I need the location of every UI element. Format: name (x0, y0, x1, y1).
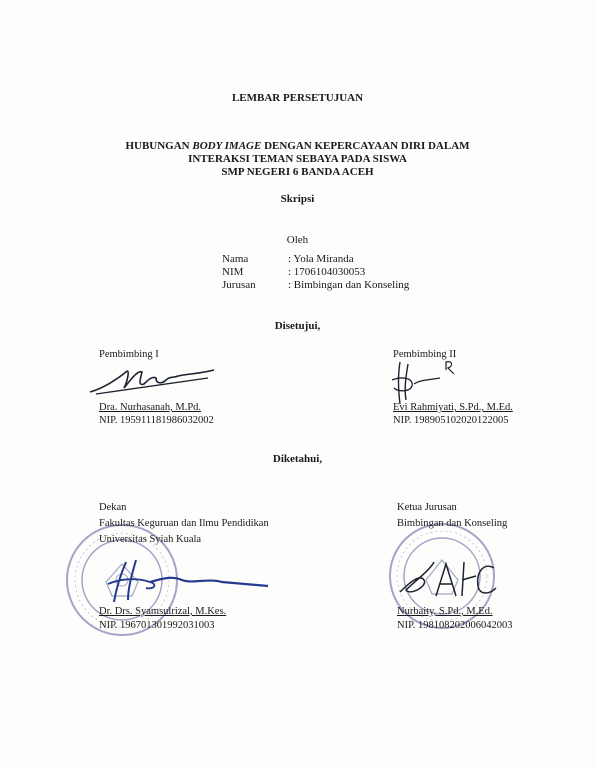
author-by-label: Oleh (286, 234, 309, 246)
signature-icon (390, 552, 500, 608)
author-label-jurusan: Jurusan (222, 279, 256, 291)
author-row-name (222, 253, 409, 266)
approval-heading: Disetujui, (274, 320, 321, 332)
acknowledged-heading: Diketahui, (272, 453, 323, 465)
author-value-nim: : 1706104030053 (288, 266, 366, 278)
dean-name: Dr. Drs. Syamsulrizal, M.Kes. (99, 606, 227, 617)
head-title: Ketua Jurusan (397, 502, 457, 513)
thesis-title-post: DENGAN KEPERCAYAAN DIRI DALAM (261, 140, 470, 152)
university-name: Universitas Syiah Kuala (99, 534, 202, 545)
faculty-name: Fakultas Keguruan dan Ilmu Pendidikan (99, 518, 269, 529)
signature-icon (86, 360, 226, 400)
department-name: Bimbingan dan Konseling (397, 518, 508, 529)
thesis-title-line3: SMP NEGERI 6 BANDA ACEH (221, 166, 374, 178)
author-label-name: Nama (222, 253, 249, 265)
advisor2-nip: NIP. 198905102020122005 (393, 415, 509, 426)
advisor1-name: Dra. Nurhasanah, M.Pd. (99, 402, 202, 413)
thesis-title-pre: HUBUNGAN (125, 140, 193, 152)
dean-title: Dekan (99, 502, 127, 513)
advisor2-name: Evi Rahmiyati, S.Pd., M.Ed. (393, 402, 513, 413)
author-row-nim (222, 266, 409, 279)
signature-icon (98, 556, 278, 606)
head-nip: NIP. 198108202006042003 (397, 620, 513, 631)
advisor1-role: Pembimbing I (99, 349, 159, 360)
head-name: Nurbaity, S.Pd., M.Ed. (397, 606, 493, 617)
thesis-type: Skripsi (280, 193, 315, 205)
author-value-name: : Yola Miranda (288, 253, 354, 265)
thesis-title-em: BODY IMAGE (192, 140, 262, 152)
author-value-jurusan: : Bimbingan dan Konseling (288, 279, 410, 291)
advisor2-role: Pembimbing II (393, 349, 457, 360)
author-label-nim: NIM (222, 266, 244, 278)
dean-nip: NIP. 196701301992031003 (99, 620, 215, 631)
advisor1-nip: NIP. 195911181986032002 (99, 415, 214, 426)
author-info (222, 253, 409, 292)
page-title: LEMBAR PERSETUJUAN (231, 92, 364, 104)
author-row-jurusan (222, 279, 409, 292)
thesis-title-line1 (0, 140, 595, 153)
thesis-title-line2: INTERAKSI TEMAN SEBAYA PADA SISWA (188, 153, 407, 165)
